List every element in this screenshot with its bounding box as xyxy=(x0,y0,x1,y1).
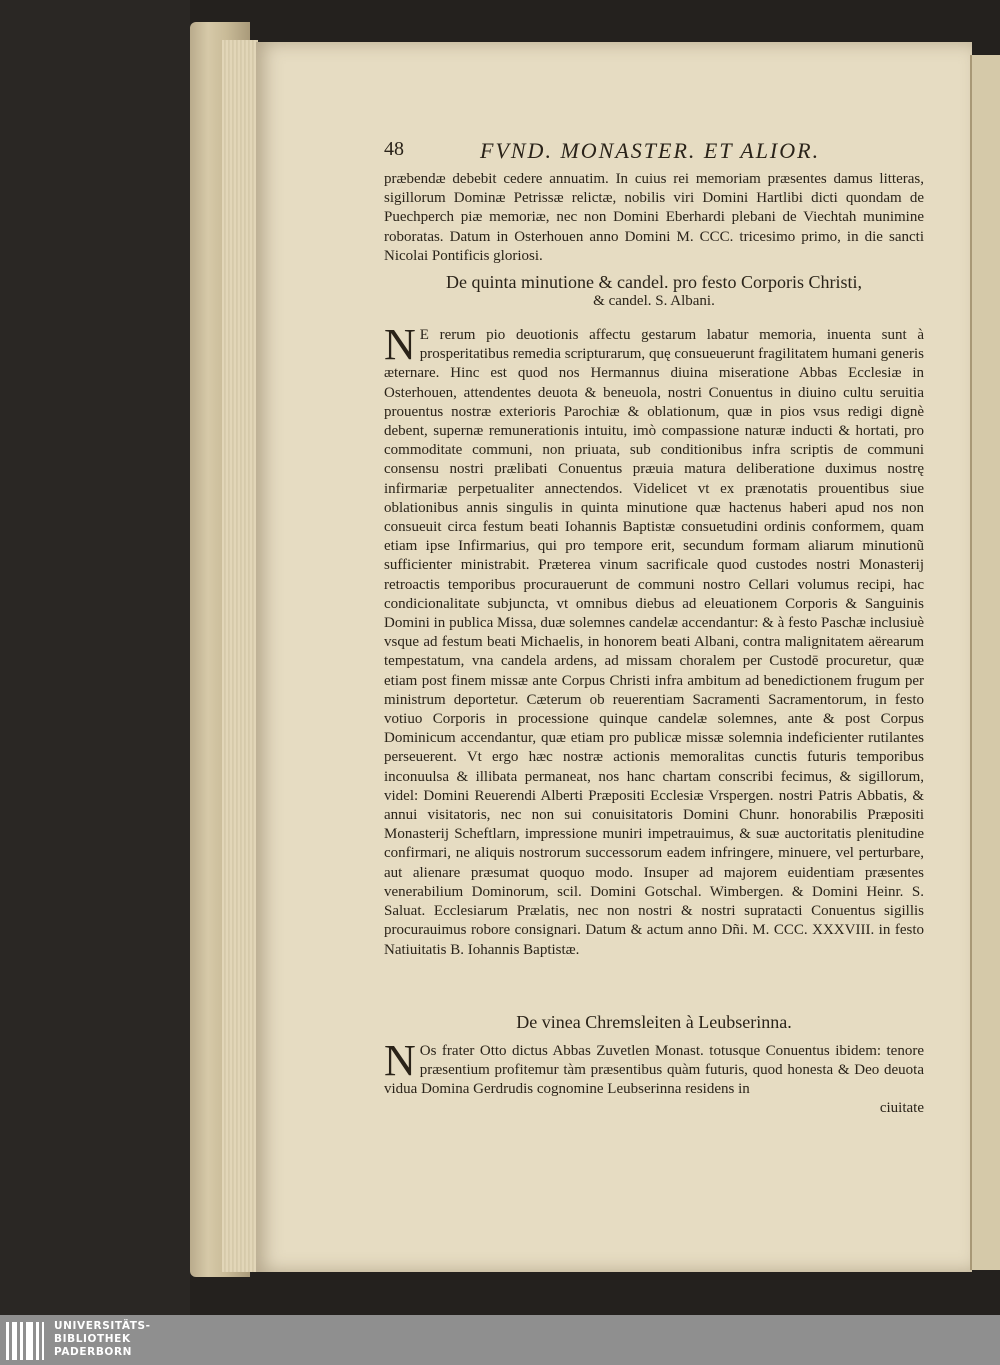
library-logo-text xyxy=(54,1320,151,1359)
section-title-1: De quinta minutione & candel. pro festo Corporis Christi, xyxy=(446,272,862,292)
logo-line-3: PADERBORN xyxy=(54,1346,133,1358)
page-number: 48 xyxy=(384,138,404,160)
catchword: ciuitate xyxy=(879,1100,924,1116)
library-footer-bar xyxy=(0,1315,1000,1365)
running-title: FVND. MONASTER. ET ALIOR. xyxy=(480,138,821,163)
top-paragraph-block xyxy=(384,170,924,266)
section-heading-1 xyxy=(384,272,924,310)
facing-page-edge xyxy=(970,55,1000,1270)
table-surface xyxy=(0,0,190,1315)
library-logo-icon xyxy=(6,1322,46,1360)
section-subtitle-1: & candel. S. Albani. xyxy=(593,293,715,309)
logo-line-1: UNIVERSITÄTS- xyxy=(54,1320,151,1332)
running-head xyxy=(384,138,924,168)
section-heading-2 xyxy=(384,1012,924,1032)
dropcap-1: N xyxy=(384,320,416,369)
section-paragraph-2: Os frater Otto dictus Abbas Zuvetlen Monast. totusque Conuentus ibidem: tenore præsentium profitemur tàm præsentibus quàm futuris, quod honesta & Deo deuota vidua Domina Gerdrudis cognomine Leubserinna residens in xyxy=(384,1043,924,1098)
top-paragraph: præbendæ debebit cedere annuatim. In cuius rei memoriam præsentes damus litteras, sigillorum Dominæ Petrissæ relictæ, nobilis viri Domini Hartlibi dicti quondam de Puechperch piæ memoriæ, nec non Domini Eberhardi plebani de Viechtah munimine roboratas. Datum in Osterhouen anno Domini M. CCC. tricesimo primo, in die sancti Nicolai Pontificis gloriosi. xyxy=(384,171,924,264)
dropcap-2: N xyxy=(384,1036,416,1085)
page-stack-edges xyxy=(222,40,258,1272)
section-body-1 xyxy=(384,320,924,960)
catchword-block xyxy=(384,1100,924,1117)
section-paragraph-1: E rerum pio deuotionis affectu gestarum labatur memoria, inuenta sunt à prosperitatibus remedia scripturarum, quę consueuerunt fragilitatem humani generis æternare. Hinc est quod nos Hermannus diuina miseratione Abbas Ecclesiæ in Osterhouen, attendentes deuota & beneuola, nostri Conuentus in diuino cultu seruitia prouentus nostræ exterioris Parochiæ & oblationum, quæ in pios vsus redigi dignè debent, supernæ remunerationis intuitu, imò compassione naturæ inducti & hortati, pro commoditate communi, non priuata, sub conditionibus infra scriptis de communi consensu nostri prælibati Conuentus præuia matura deliberatione duximus nostrę infirmariæ perpetualiter annectendos. Videlicet vt ex prænotatis prouentibus siue oblationibus annis singulis in quinta minutione quæ hactenus haberi apud nos non consueuit circa festum beati Iohannis Baptistæ consuetudini ordinis conformem, quam etiam ipse Infirmarius, qui pro tempore erit, secundum formam aliarum minutionũ sufficienter ministrabit. Præterea vinum sacrificale quod custodes nostri Monasterij retroactis temporibus procurauerunt de communi nostro Cellari volumus recipi, hac condicionalitate subjuncta, vt omnibus diebus ad eleuationem Corporis & Sanguinis Domini in publica Missa, duæ solemnes candelæ accendantur: & à festo Paschæ inclusiuè vsque ad festum beati Michaelis, in honorem beati Albani, contra malignitatem aërearum tempestatum, vna candela ardens, ad missam choralem per Custodē procuretur, quæ etiam post finem missæ ante Corpus Christi infra ambitum ad benedictionem frugum per ministrum deportetur. Cæterum ob reuerentiam Sacramenti Sacramentorum, in festo votiuo Corporis in processione quinque candelæ solemnes, ante & post Corpus Dominicum accendantur, quæ etiam pro publicæ missæ solemnia indeficienter rutilantes perseuerent. Vt ergo hæc nostræ actionis memoralitas cunctis futuris temporibus inconuulsa & illibata permaneat, nos hanc chartam conscribi fecimus, & sigillorum, videl: Domini Reuerendi Alberti Præpositi Ecclesiæ Vrspergen. nostri Patris Abbatis, & annui visitatoris, nec non sui conuisitatoris Domini Chunr. honorabilis Præpositi Monasterij Scheftlarn, impressione muniri impetrauimus, & suæ auctoritatis plenitudine confirmari, ne aliquis nostrorum successorum eadem infringere, minuere, vel perturbare, aut alienare præsumat quoquo modo. Insuper ad majorem euidentiam præsentes venerabilium Dominorum, scil. Domini Gotschal. Wimbergen. & Domini Heinr. S. Saluat. Ecclesiarum Prælatis, nec non nostri & nostri supratacti Conuentus sigillis procurauimus robore consignari. Datum & actum anno Dñi. M. CCC. XXXVIII. in festo Natiuitatis B. Iohannis Baptistæ. xyxy=(384,327,924,958)
section-title-2: De vinea Chremsleiten à Leubserinna. xyxy=(516,1012,792,1032)
logo-line-2: BIBLIOTHEK xyxy=(54,1333,131,1345)
section-body-2 xyxy=(384,1036,924,1100)
